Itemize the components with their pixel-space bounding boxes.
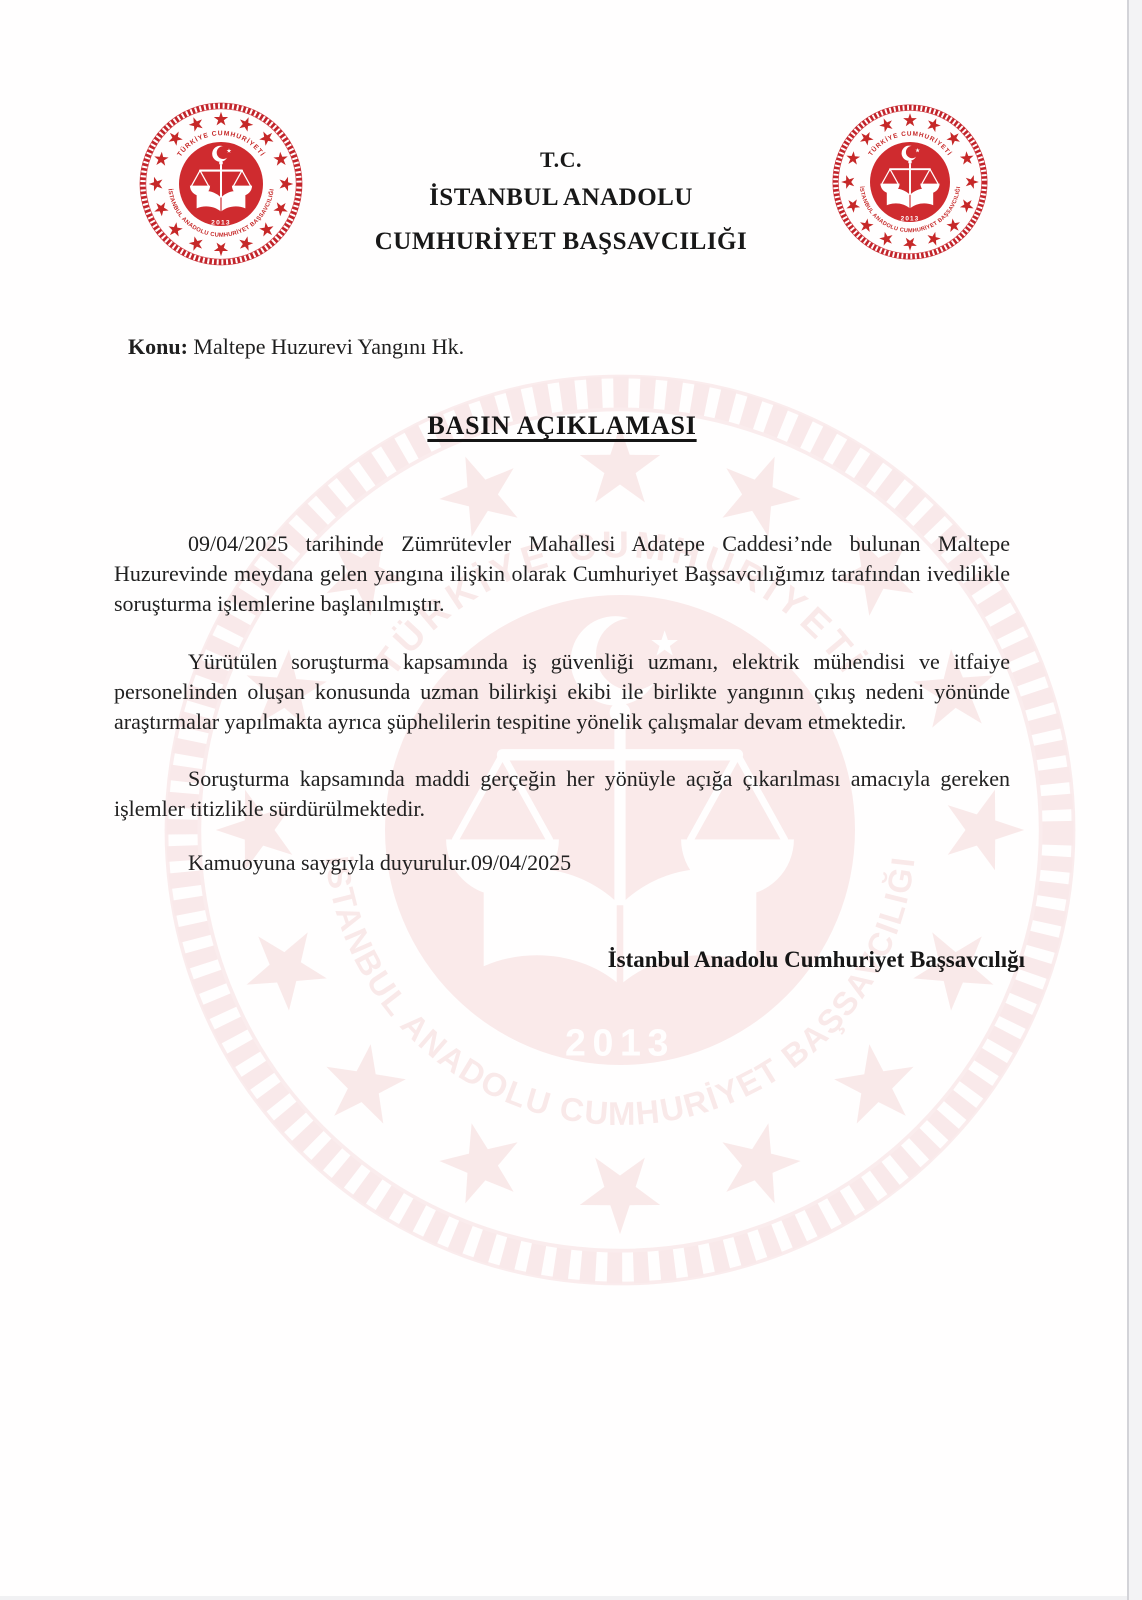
- body-paragraph-3: Soruşturma kapsamında maddi gerçeğin her yönüyle açığa çıkarılması amacıyla gereken işlemler titizlikle sürdürülmektedir.: [114, 766, 1010, 821]
- letterhead-institution-line2: CUMHURİYET BAŞSAVCILIĞI: [374, 228, 748, 255]
- subject-text: Maltepe Huzurevi Yangını Hk.: [187, 334, 465, 359]
- letterhead-tc: T.C.: [540, 147, 582, 172]
- watermark-seal: [150, 360, 1090, 1300]
- body-paragraph-1: 09/04/2025 tarihinde Zümrütevler Mahallesi Adatepe Caddesi’nde bulunan Maltepe Huzurevinde meydana gelen yangına ilişkin olarak Cumhuriyet Başsavcılığımız tarafından ivedilikle soruşturma işlemlerine başlanılmıştır.: [114, 531, 1010, 616]
- press-release-title: BASIN AÇIKLAMASI: [427, 411, 697, 440]
- subject-line: [128, 334, 1010, 360]
- closing-line: Kamuoyuna saygıyla duyurulur.09/04/2025: [188, 850, 572, 875]
- subject-label: Konu:: [128, 334, 188, 359]
- letterhead-institution-line1: İSTANBUL ANADOLU: [429, 184, 693, 211]
- body-paragraph-2: Yürütülen soruşturma kapsamında iş güvenliği uzmanı, elektrik mühendisi ve itfaiye personelinden oluşan konusunda uzman bilirkişi ekibi ile birlikte yangının çıkış nedeni yönünde araştırmalar yapılmakta ayrıca şüphelilerin tespitine yönelik çalışmalar devam etmektedir.: [114, 649, 1010, 734]
- signature-line: İstanbul Anadolu Cumhuriyet Başsavcılığı: [607, 947, 1025, 972]
